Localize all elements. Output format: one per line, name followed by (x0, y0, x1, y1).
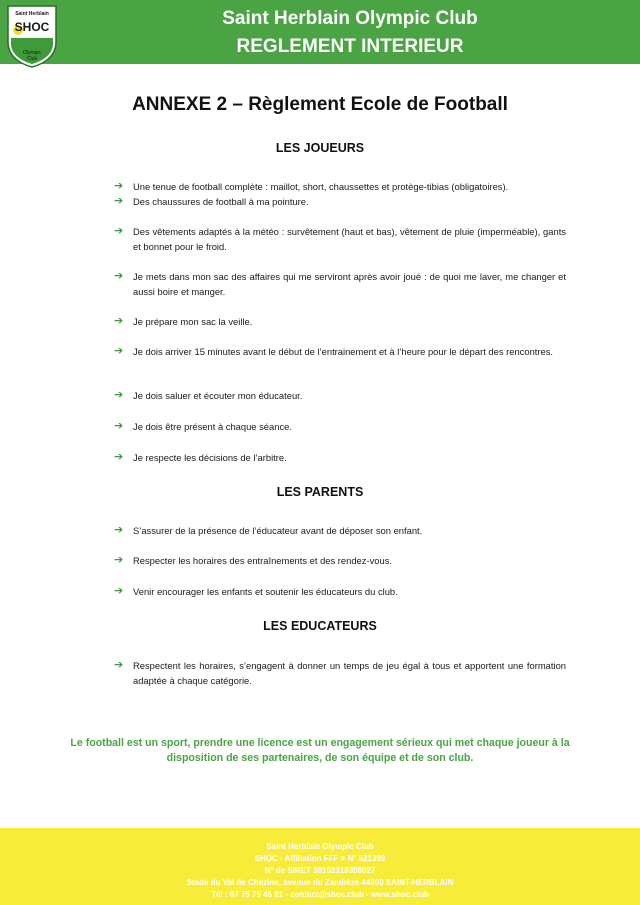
document-title: REGLEMENT INTERIEUR (236, 36, 464, 57)
list-item: ➔ Je respecte les décisions de l’arbitre. (114, 451, 287, 463)
closing-statement: Le football est un sport, prendre une licence est un engagement sérieux qui met chaque joueur à la disposition de ses partenaires, de son équipe et de son club. (70, 737, 570, 764)
section-title-educateurs: LES EDUCATEURS (263, 619, 377, 633)
list-item: ➔ S’assurer de la présence de l’éducateur avant de déposer son enfant. (114, 524, 423, 536)
arrow-right-icon: ➔ (114, 420, 124, 432)
footer-siret: N° de SIRET 38102318300027 (264, 866, 376, 875)
annex-title: ANNEXE 2 – Règlement Ecole de Football (132, 94, 508, 115)
list-item: ➔ Venir encourager les enfants et soutenir les éducateurs du club. (114, 585, 398, 597)
page-footer (0, 828, 640, 905)
arrow-right-icon: ➔ (114, 315, 124, 327)
list-item: ➔ Je dois être présent à chaque séance. (114, 420, 292, 432)
svg-text:Olympic: Olympic (22, 50, 42, 56)
club-name: Saint Herblain Olympic Club (222, 8, 478, 29)
list-item: ➔ Des vêtements adaptés à la météo : survêtement (haut et bas), vêtement de pluie (imperméable), gants et bonnet pour le froid. (114, 225, 566, 252)
page-header (0, 0, 640, 64)
arrow-right-icon: ➔ (114, 554, 124, 566)
list-item: ➔ Je prépare mon sac la veille. (114, 315, 253, 327)
arrow-right-icon: ➔ (114, 451, 124, 463)
footer-club-name: Saint Herblain Olympic Club (266, 842, 374, 851)
list-item: ➔ Je dois saluer et écouter mon éducateur. (114, 389, 303, 401)
arrow-right-icon: ➔ (114, 585, 124, 597)
section-title-joueurs: LES JOUEURS (275, 141, 365, 155)
arrow-right-icon: ➔ (114, 659, 124, 671)
arrow-right-icon: ➔ (114, 225, 124, 237)
list-item: ➔ Respectent les horaires, s’engagent à donner un temps de jeu égal à tous et apportent une formation adaptée à chaque catégorie. (114, 659, 566, 686)
arrow-right-icon: ➔ (114, 180, 124, 192)
svg-text:Club: Club (26, 56, 38, 62)
svg-text:Saint Herblain: Saint Herblain (15, 11, 49, 17)
arrow-right-icon: ➔ (114, 270, 124, 282)
list-item: ➔ Je dois arriver 15 minutes avant le début de l’entrainement et à l’heure pour le départ des rencontres. (114, 345, 554, 357)
list-item: ➔ Je mets dans mon sac des affaires qui me serviront après avoir joué : de quoi me laver, me changer et aussi boire et manger. (114, 270, 566, 297)
footer-address: Stade du Val de Chézine, avenue du Zambèze 44800 SAINT-HERBLAIN (186, 878, 454, 887)
club-logo-icon (6, 4, 58, 68)
footer-affiliation: SHOC - Affiliation FFF = N° 521399 (254, 854, 386, 863)
arrow-right-icon: ➔ (114, 524, 124, 536)
list-item: ➔ Des chaussures de football à ma pointure. (114, 195, 309, 207)
arrow-right-icon: ➔ (114, 389, 124, 401)
list-item: ➔ Une tenue de football complète : maillot, short, chaussettes et protège-tibias (obligatoires). (114, 180, 509, 192)
list-item: ➔ Respecter les horaires des entraînements et des rendez-vous. (114, 554, 392, 566)
svg-text:SHOC: SHOC (14, 20, 50, 34)
arrow-right-icon: ➔ (114, 195, 124, 207)
section-title-parents: LES PARENTS (276, 485, 364, 499)
arrow-right-icon: ➔ (114, 345, 124, 357)
footer-contact: Tél : 07 75 75 45 81 - contact@shoc.club - www.shoc.club (211, 890, 429, 899)
